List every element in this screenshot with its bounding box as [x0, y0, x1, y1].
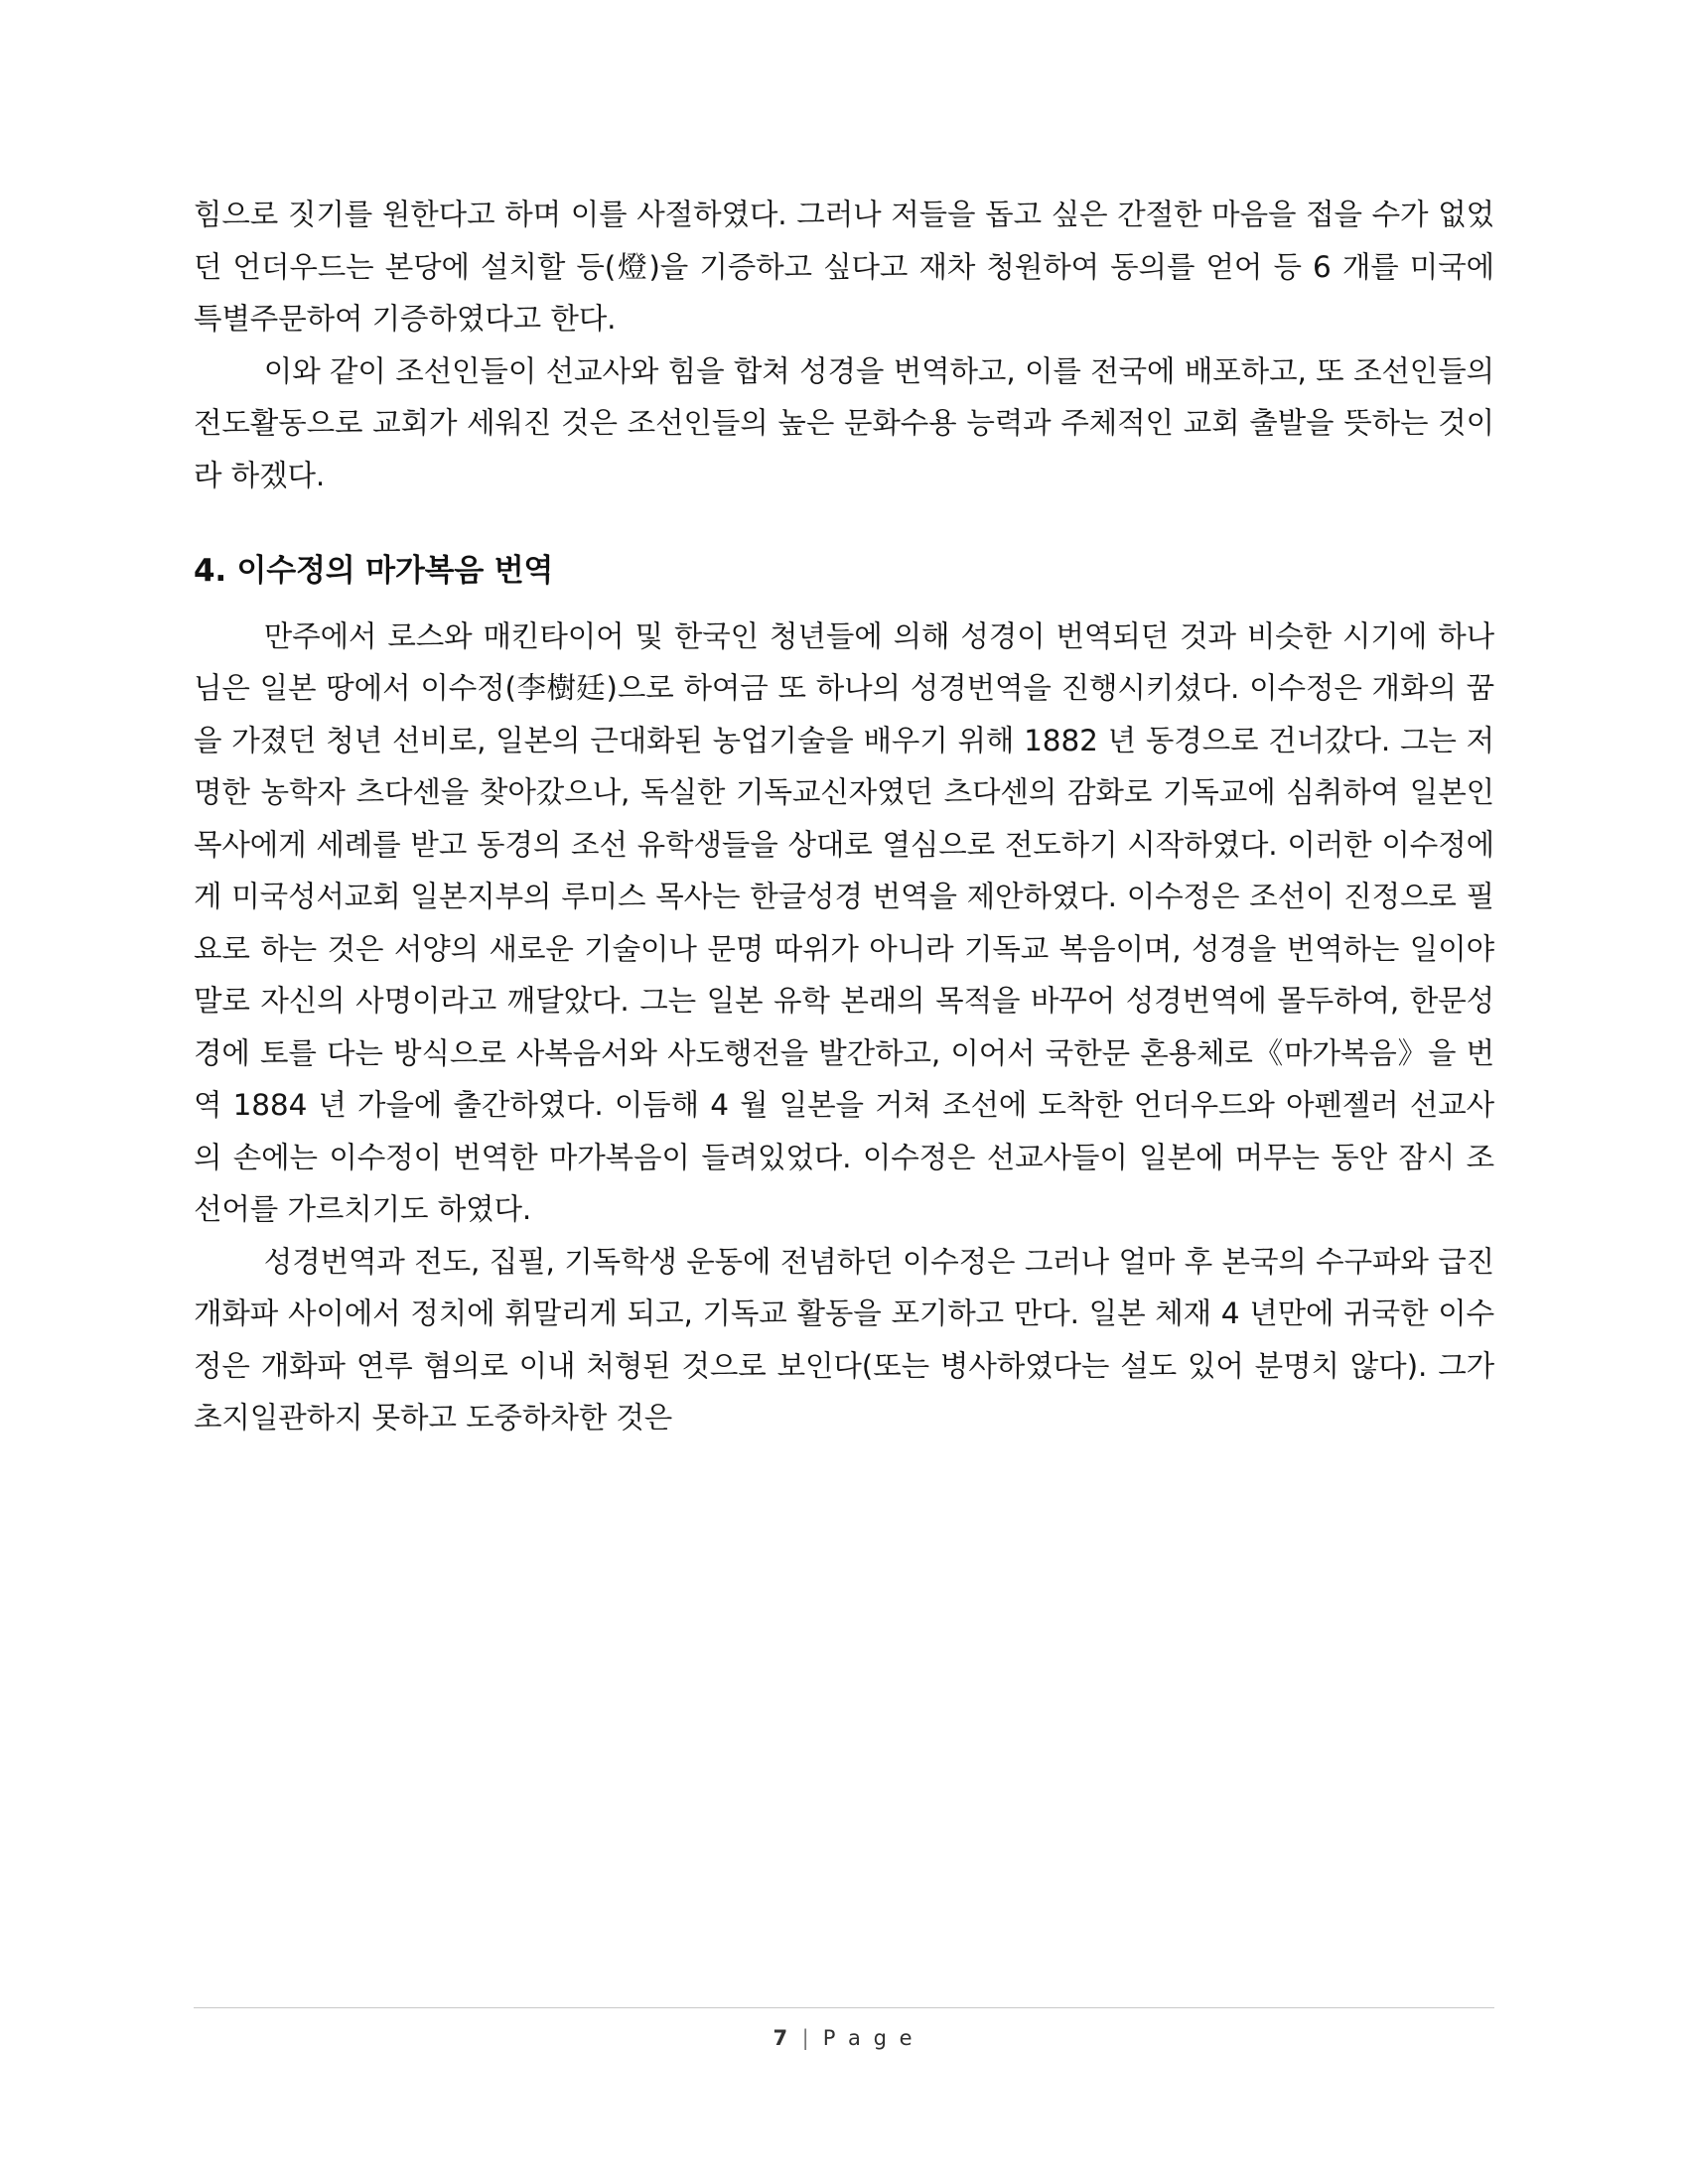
- footer-page-number: 7: [773, 2026, 788, 2050]
- footer-content: [194, 2008, 1494, 2050]
- page-footer: [194, 2007, 1494, 2067]
- paragraph-4: 성경번역과 전도, 집필, 기독학생 운동에 전념하던 이수정은 그러나 얼마 후 본국의 수구파와 급진개화파 사이에서 정치에 휘말리게 되고, 기독교 활동을 포기하고 만다. 일본 체재 4 년만에 귀국한 이수정은 개화파 연루 혐의로 이내 처형된 것으로 보인다(또는 병사하였다는 설도 있어 분명치 않다). 그가 초지일관하지 못하고 도중하차한 것은: [194, 1244, 1494, 1435]
- section-heading: 4. 이수정의 마가복음 번역: [194, 553, 554, 589]
- paragraph-1: 힘으로 짓기를 원한다고 하며 이를 사절하였다. 그러나 저들을 돕고 싶은 간절한 마음을 접을 수가 없었던 언더우드는 본당에 설치할 등(燈)을 기증하고 싶다고 재차 청원하여 동의를 얻어 등 6 개를 미국에 특별주문하여 기증하였다고 한다.: [194, 198, 1494, 336]
- document-body: [194, 189, 1494, 1444]
- paragraph-3: 만주에서 로스와 매킨타이어 및 한국인 청년들에 의해 성경이 번역되던 것과 비슷한 시기에 하나님은 일본 땅에서 이수정(李樹廷)으로 하여금 또 하나의 성경번역을 진행시키셨다. 이수정은 개화의 꿈을 가졌던 청년 선비로, 일본의 근대화된 농업기술을 배우기 위해 1882 년 동경으로 건너갔다. 그는 저명한 농학자 츠다센을 찾아갔으나, 독실한 기독교신자였던 츠다센의 감화로 기독교에 심취하여 일본인 목사에게 세례를 받고 동경의 조선 유학생들을 상대로 열심으로 전도하기 시작하였다. 이러한 이수정에게 미국성서교회 일본지부의 루미스 목사는 한글성경 번역을 제안하였다. 이수정은 조선이 진정으로 필요로 하는 것은 서양의 새로운 기술이나 문명 따위가 아니라 기독교 복음이며, 성경을 번역하는 일이야말로 자신의 사명이라고 깨달았다. 그는 일본 유학 본래의 목적을 바꾸어 성경번역에 몰두하여, 한문성경에 토를 다는 방식으로 사복음서와 사도행전을 발간하고, 이어서 국한문 혼용체로《마가복음》을 번역 1884 년 가을에 출간하였다. 이듬해 4 월 일본을 거쳐 조선에 도착한 언더우드와 아펜젤러 선교사의 손에는 이수정이 번역한 마가복음이 들려있었다. 이수정은 선교사들이 일본에 머무는 동안 잠시 조선어를 가르치기도 하였다.: [194, 618, 1494, 1227]
- footer-separator: |: [801, 2026, 809, 2050]
- paragraph-2: 이와 같이 조선인들이 선교사와 힘을 합쳐 성경을 번역하고, 이를 전국에 배포하고, 또 조선인들의 전도활동으로 교회가 세워진 것은 조선인들의 높은 문화수용 능력과 주체적인 교회 출발을 뜻하는 것이라 하겠다.: [194, 353, 1494, 492]
- footer-page-label: P a g e: [822, 2026, 915, 2050]
